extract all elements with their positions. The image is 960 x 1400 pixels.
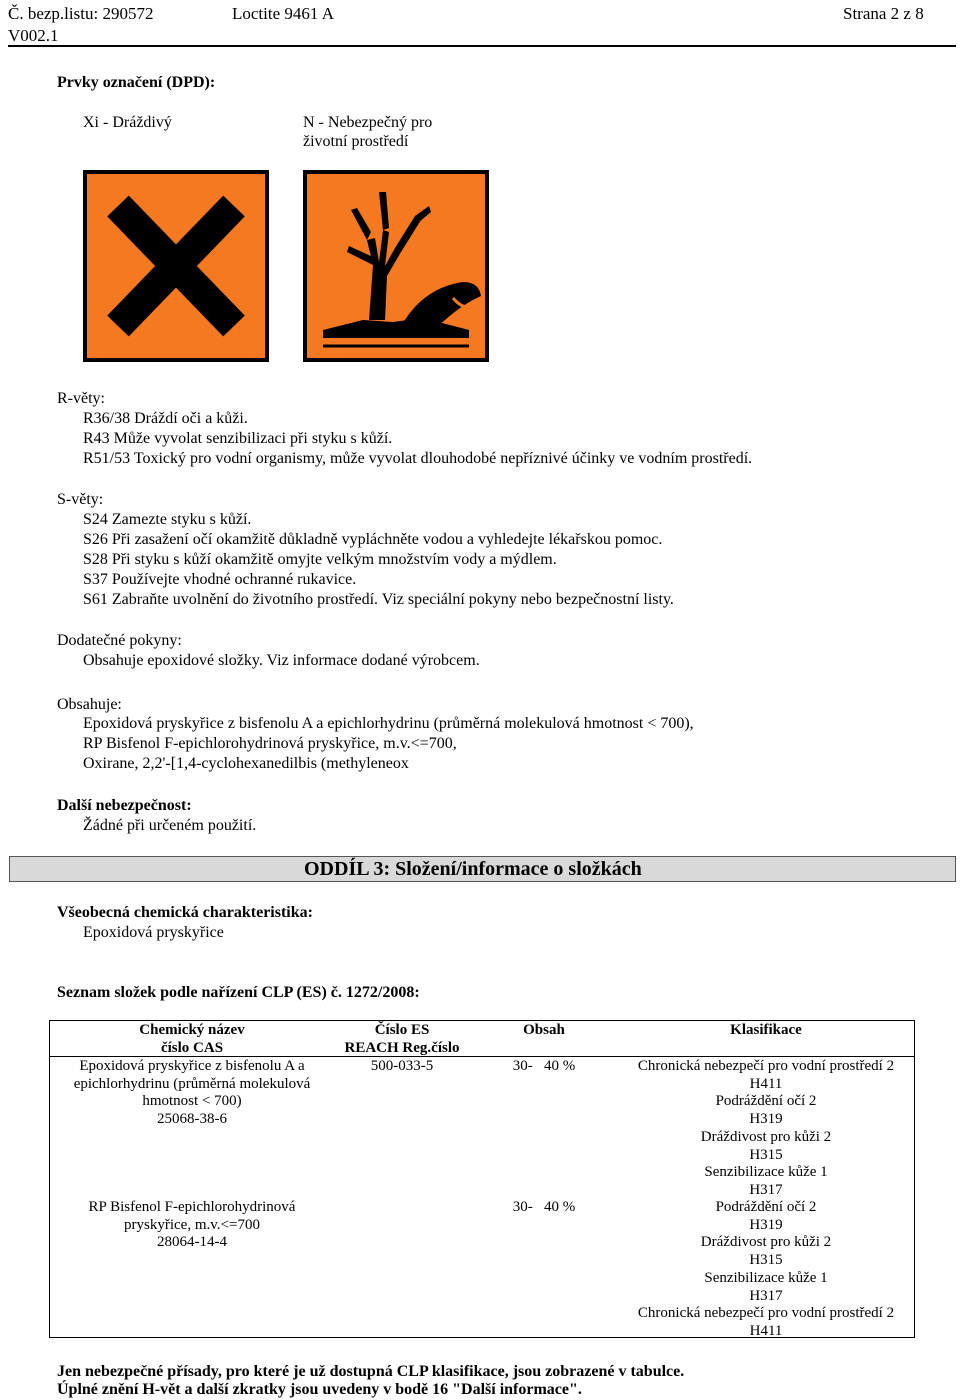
contains-item: Epoxidová pryskyřice z bisfenolu A a epichlorhydrinu (průměrná molekulová hmotnost < 700), xyxy=(83,715,694,732)
contains-heading: Obsahuje: xyxy=(57,696,122,713)
r-phrases-heading: R-věty: xyxy=(57,390,105,407)
contains-item: RP Bisfenol F-epichlorohydrinová pryskyřice, m.v.<=700, xyxy=(83,735,457,752)
n-label-line1: N - Nebezpečný pro xyxy=(303,114,433,131)
contains-item: Oxirane, 2,2'-[1,4-cyclohexanedilbis (methyleneox xyxy=(83,755,409,772)
page-number: Strana 2 z 8 xyxy=(843,4,924,23)
r-phrase: R51/53 Toxický pro vodní organismy, může vyvolat dlouhodobé nepříznivé účinky ve vodním prostředí. xyxy=(83,450,753,467)
table-row-2-name: RP Bisfenol F-epichlorohydrinová pryskyřice, m.v.<=700 28064-14-4 xyxy=(88,1199,296,1251)
table-row-1-content: 30- 40 % xyxy=(512,1058,576,1074)
header-name: Chemický název číslo CAS xyxy=(139,1022,245,1056)
table-row-2-content: 30- 40 % xyxy=(512,1199,576,1215)
irritant-x-icon xyxy=(83,170,269,362)
table-row-1-name: Epoxidová pryskyřice z bisfenolu A a epichlorhydrinu (průměrná molekulová hmotnost < 700) 25068-38-6 xyxy=(73,1058,311,1128)
table-row-2-classification: Podráždění očí 2 H319 Dráždivost pro kůži 2 H315 Senzibilizace kůže 1 H317 Chronická nebezpečí pro vodní prostředí 2 H411 xyxy=(637,1199,895,1339)
xi-label: Xi - Dráždivý xyxy=(83,114,172,131)
s-phrase: S26 Při zasažení očí okamžitě důkladně vypláchněte vodou a vyhledejte lékařskou pomoc. xyxy=(83,531,663,548)
s-phrase: S37 Používejte vhodné ochranné rukavice. xyxy=(83,571,357,588)
header-es: Číslo ES REACH Reg.číslo xyxy=(344,1022,460,1056)
header-divider xyxy=(8,45,956,47)
s-phrase: S24 Zamezte styku s kůží. xyxy=(83,511,252,528)
general-text: Epoxidová pryskyřice xyxy=(83,924,224,941)
header-content: Obsah xyxy=(523,1022,565,1038)
header-classification: Klasifikace xyxy=(730,1022,802,1038)
n-label-line2: životní prostředí xyxy=(303,133,409,150)
table-row-1-es: 500-033-5 xyxy=(370,1058,434,1074)
section-title: ODDÍL 3: Složení/informace o složkách xyxy=(304,858,642,880)
s-phrase: S61 Zabraňte uvolnění do životního prostředí. Viz speciální pokyny nebo bezpečnostní listy. xyxy=(83,591,674,608)
components-table xyxy=(49,1020,915,1338)
r-phrase: R43 Může vyvolat senzibilizaci při styku s kůží. xyxy=(83,430,393,447)
version: V002.1 xyxy=(8,26,59,45)
other-hazards-heading: Další nebezpečnost: xyxy=(57,797,192,814)
general-heading: Všeobecná chemická charakteristika: xyxy=(57,904,313,921)
r-phrase: R36/38 Dráždí oči a kůži. xyxy=(83,410,248,427)
labels-heading: Prvky označení (DPD): xyxy=(57,74,216,91)
s-phrase: S28 Při styku s kůží okamžitě omyjte velkým množstvím vody a mýdlem. xyxy=(83,551,557,568)
list-heading: Seznam složek podle nařízení CLP (ES) č. 1272/2008: xyxy=(57,984,420,1001)
product-name: Loctite 9461 A xyxy=(232,4,334,23)
s-phrases-heading: S-věty: xyxy=(57,491,104,508)
additional-text: Obsahuje epoxidové složky. Viz informace dodané výrobcem. xyxy=(83,652,480,669)
footnote: Jen nebezpečné přísady, pro které je už dostupná CLP klasifikace, jsou zobrazené v tabulce. xyxy=(57,1363,685,1380)
footnote: Úplné znění H-vět a další zkratky jsou uvedeny v bodě 16 "Další informace". xyxy=(57,1381,582,1398)
additional-heading: Dodatečné pokyny: xyxy=(57,632,182,649)
table-row-1-classification: Chronická nebezpečí pro vodní prostředí 2 H411 Podráždění očí 2 H319 Dráždivost pro kůži 2 H315 Senzibilizace kůže 1 H317 xyxy=(637,1058,895,1198)
other-hazards-text: Žádné při určeném použití. xyxy=(83,817,257,834)
sheet-number: Č. bezp.listu: 290572 xyxy=(8,4,154,23)
environment-hazard-icon xyxy=(303,170,489,362)
